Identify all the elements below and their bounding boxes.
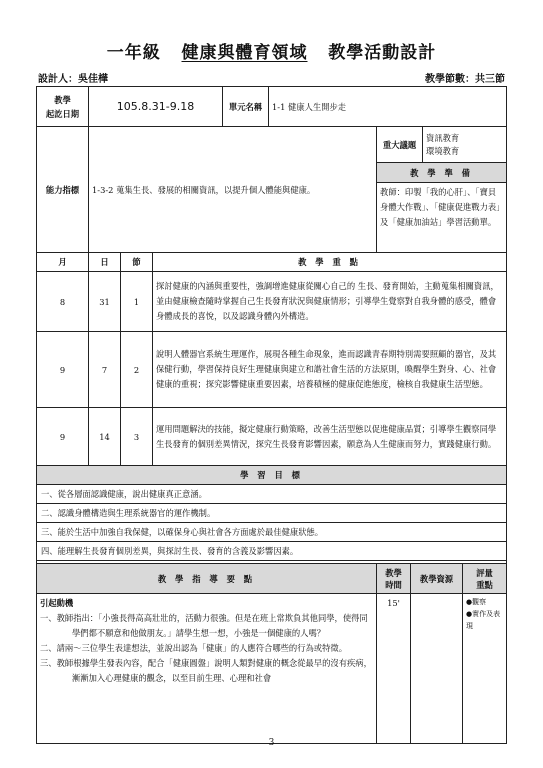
title-domain: 健康與體育領域 xyxy=(181,43,308,63)
unit-value: 1-1 健康人生開步走 xyxy=(269,87,507,127)
row-month: 9 xyxy=(37,332,89,408)
row-focus: 運用問題解決的技能，擬定健康行動策略，改善生活型態以促進健康品質；引導學生觀察同學生長發育的個別差異情況，探究生長發育影響因素，願意為人生健康而努力，實踐健康行動。 xyxy=(153,408,507,466)
activity-table xyxy=(36,563,507,744)
col-month: 月 xyxy=(37,253,89,272)
goal-text: 四、能理解生長發育個別差異，與探討生長、發育的含義及影響因素。 xyxy=(37,542,507,561)
activity-header: 教 學 指 導 要 點 xyxy=(37,564,377,594)
issue-item: 資訊教育 xyxy=(426,132,460,143)
row-month: 8 xyxy=(37,272,89,332)
designer: 設計人：吳佳樺 xyxy=(38,74,108,85)
goal-item xyxy=(37,523,507,542)
row-period: 2 xyxy=(121,332,153,408)
issue-item: 環境教育 xyxy=(426,145,460,156)
goal-text: 一、從各層面認識健康，說出健康真正意涵。 xyxy=(37,485,507,504)
row-focus: 探討健康的內涵與重要性，強調增進健康從關心自己的 生長、發育開始，主動蒐集相關資訊，並由健康檢查隨時掌握自己生長發育狀況與健康情形；引導學生覺察對自我身體的感受，體會身體成長的喜悅，以及認識身體內外構造。 xyxy=(153,272,507,332)
eval-header: 評量 重點 xyxy=(463,564,507,594)
date-value: 105.8.31-9.18 xyxy=(89,87,223,127)
schedule-row xyxy=(37,272,507,332)
goal-item xyxy=(37,542,507,561)
title-suffix: 教學活動設計 xyxy=(328,43,437,63)
page-number: 3 xyxy=(268,738,275,748)
eval-item: ●觀察 xyxy=(466,598,487,606)
schedule-row xyxy=(37,332,507,408)
title-grade: 一年級 xyxy=(106,43,161,63)
goal-text: 三、能於生活中加強自我保健，以確保身心與社會各方面處於最佳健康狀態。 xyxy=(37,523,507,542)
col-focus: 教 學 重 點 xyxy=(153,253,507,272)
time-header: 教學 時間 xyxy=(377,564,411,594)
session-count: 教學節數：共三節 xyxy=(425,74,505,85)
activity-content xyxy=(37,594,377,744)
schedule-row xyxy=(37,408,507,466)
issue-label: 重大議題 xyxy=(377,127,423,163)
section-title: 引起動機 xyxy=(40,598,74,608)
row-day: 7 xyxy=(89,332,121,408)
activity-step: 一、教師指出：「小強長得高高壯壯的，活動力很強。但是在班上常欺負其他同學，使得同學們都不願意和他做朋友。」請學生想一想，小強是一個健康的人嗎？ xyxy=(40,613,368,638)
activity-resource xyxy=(411,594,463,744)
lesson-info-table xyxy=(36,86,507,580)
goal-text: 二、認識身體構造與生理系統器官的運作機制。 xyxy=(37,504,507,523)
prep-header: 教 學 準 備 xyxy=(377,163,507,183)
resource-header: 教學資源 xyxy=(411,564,463,594)
goals-header: 學 習 目 標 xyxy=(37,466,507,485)
goal-item xyxy=(37,485,507,504)
date-label: 教學 起訖日期 xyxy=(37,87,89,127)
activity-step: 二、請兩～三位學生表達想法，並說出認為「健康」的人應符合哪些的行為或特徵。 xyxy=(40,643,347,653)
page-title xyxy=(0,38,543,63)
row-period: 3 xyxy=(121,408,153,466)
prep-value: 教師：印製「我的心肝」、「寶貝身體大作戰」、「健康促進戰力表」及「健康加油站」學習活動單。 xyxy=(377,183,507,253)
ability-value: 1-3-2 蒐集生長、發展的相關資訊，以提升個人體能與健康。 xyxy=(89,127,377,253)
eval-item: ●實作及表現 xyxy=(466,610,501,630)
goal-item xyxy=(37,504,507,523)
issue-value xyxy=(423,127,507,163)
activity-time: 15' xyxy=(377,594,411,744)
unit-label: 單元名稱 xyxy=(223,87,269,127)
row-month: 9 xyxy=(37,408,89,466)
row-day: 31 xyxy=(89,272,121,332)
ability-label: 能力指標 xyxy=(37,127,89,253)
row-period: 1 xyxy=(121,272,153,332)
col-period: 節 xyxy=(121,253,153,272)
activity-step: 三、教師根據學生發表內容，配合「健康圓盤」說明人類對健康的概念從最早的沒有疾病，漸漸加入心理健康的觀念，以至目前生理、心理和社會 xyxy=(40,658,372,683)
row-day: 14 xyxy=(89,408,121,466)
col-day: 日 xyxy=(89,253,121,272)
row-focus: 說明人體器官系統生理運作，展現各種生命現象，進而認識青春期特別需要照顧的器官，及其保健行動，學習保持良好生理健康與建立和諧社會生活的方法原則，喚醒學生對身、心、社會健康的重視；探究影響健康重要因素，培養積極的健康促進態度，檢核自我健康生活型態。 xyxy=(153,332,507,408)
activity-eval xyxy=(463,594,507,744)
